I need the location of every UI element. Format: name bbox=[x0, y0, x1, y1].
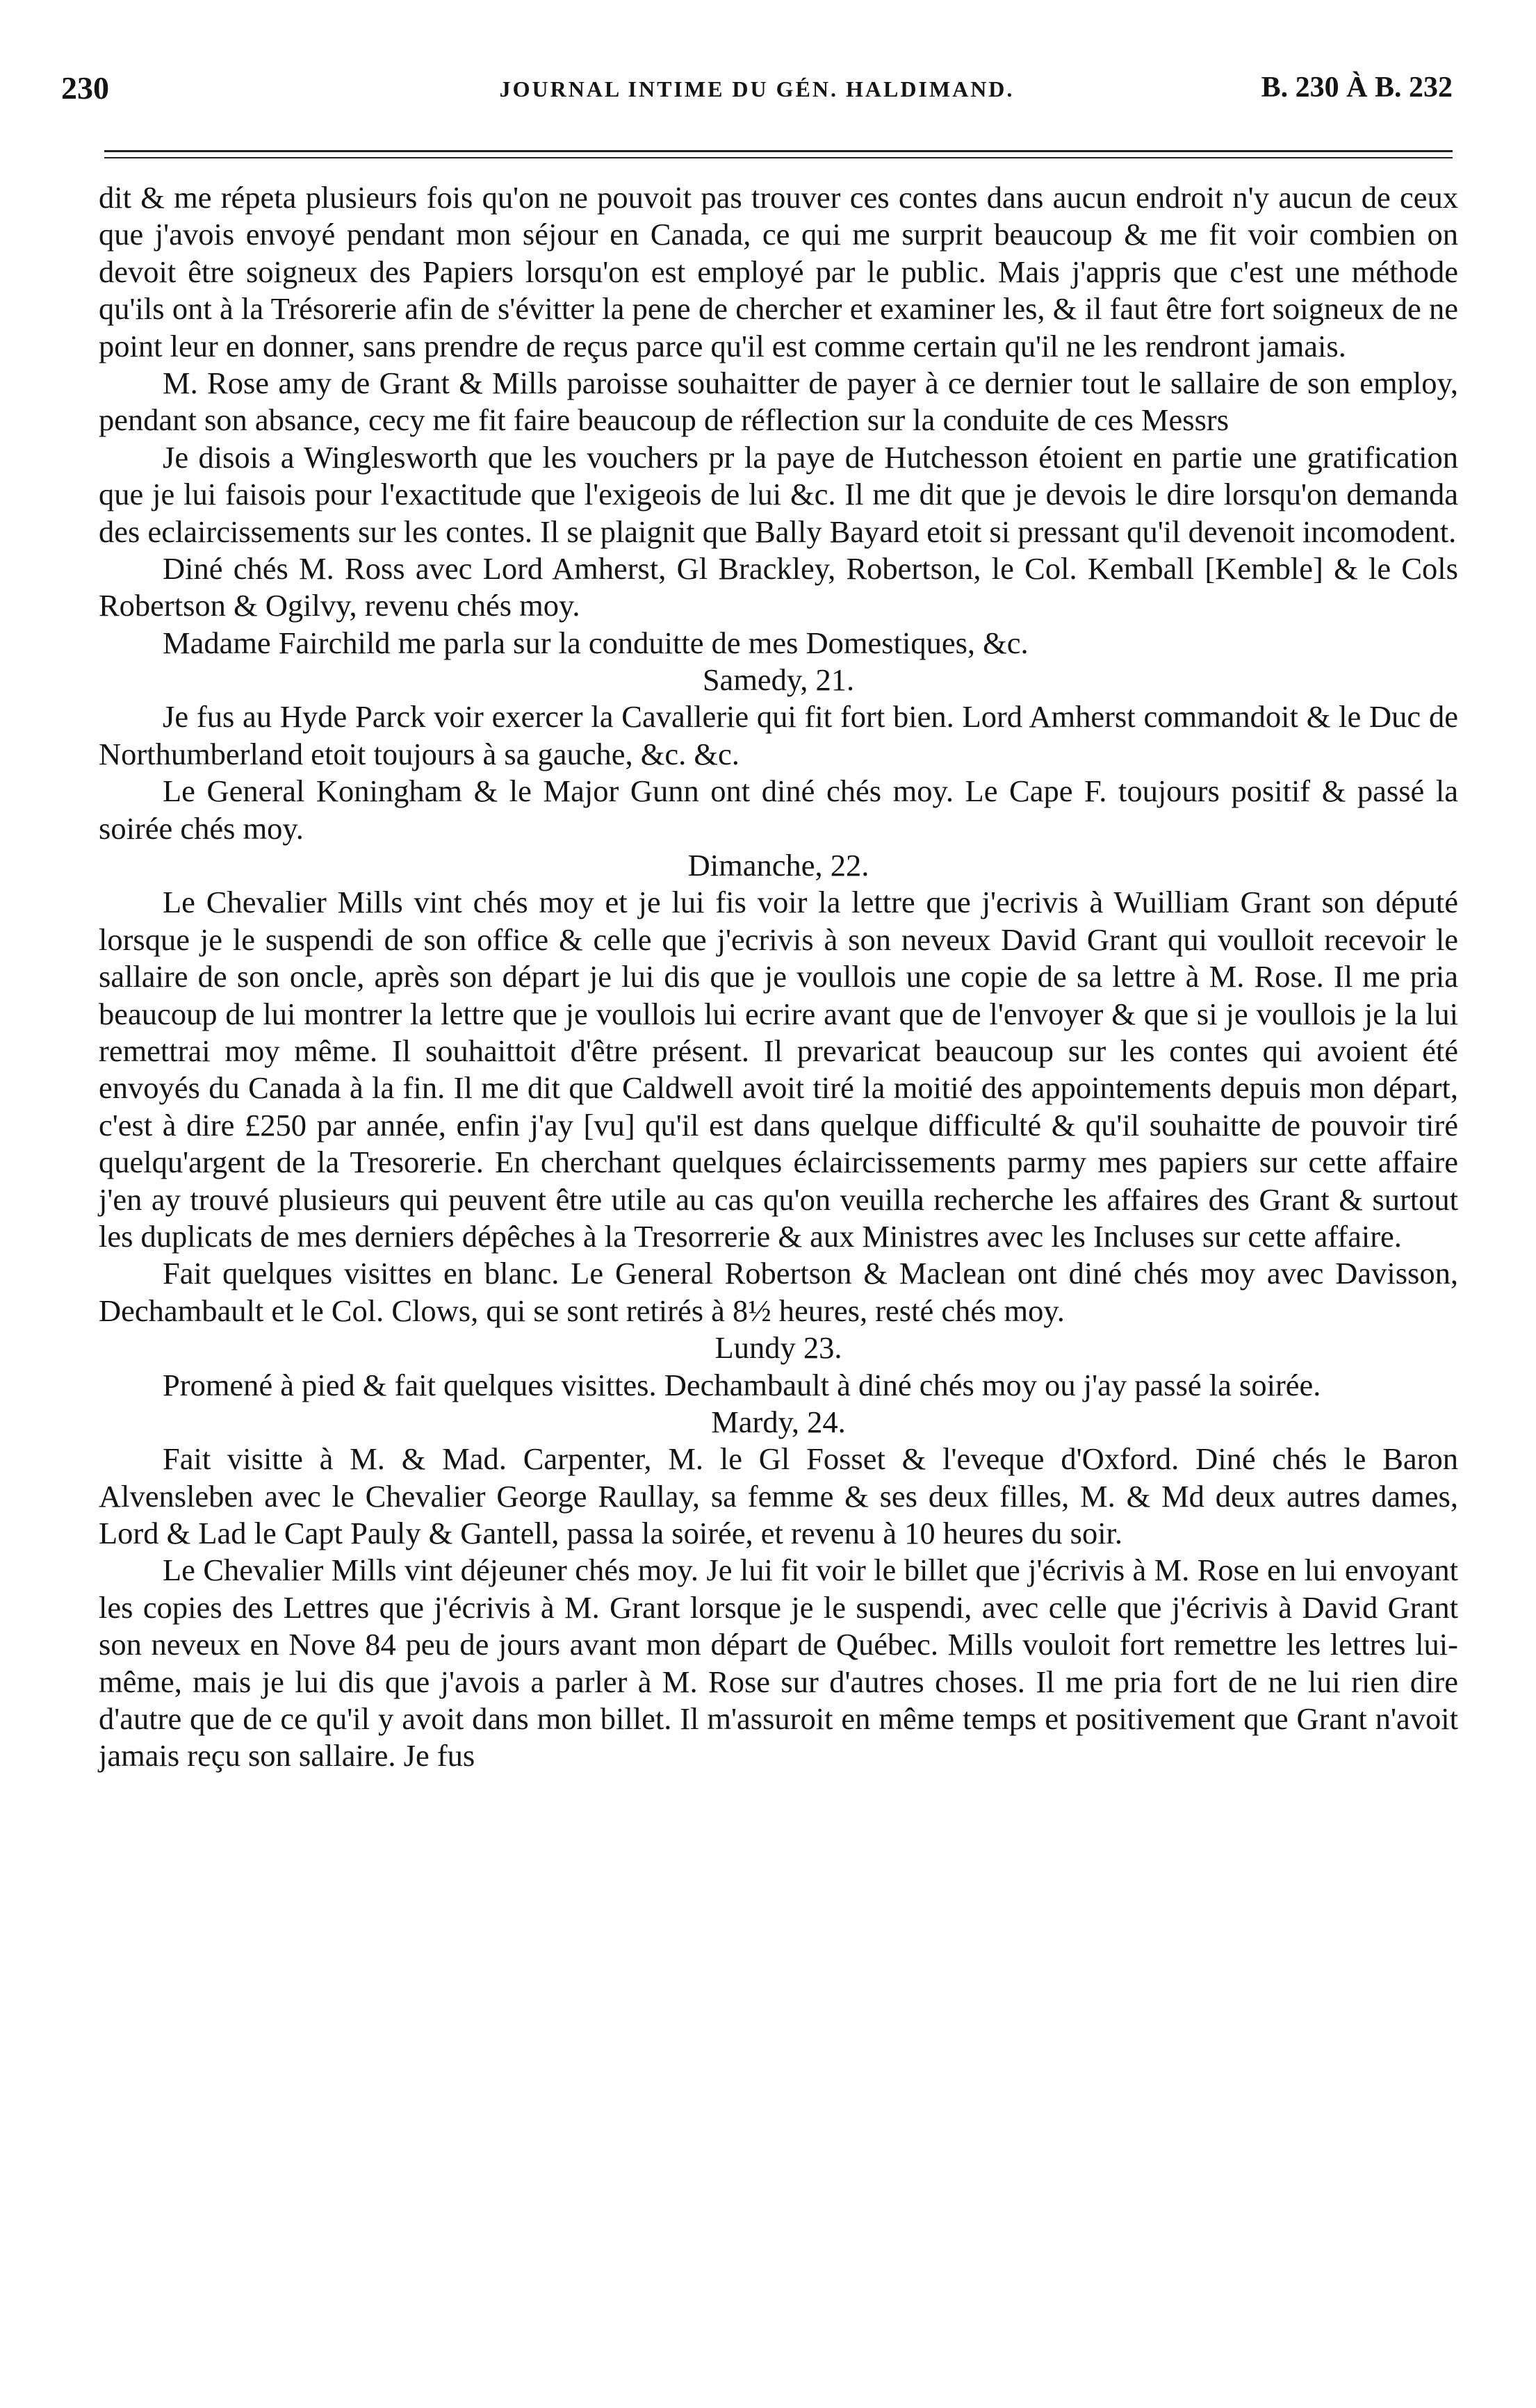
journal-paragraph: Promené à pied & fait quelques visittes. Dechambault à diné chés moy ou j'ay passé la soirée. bbox=[163, 1367, 1321, 1402]
journal-paragraph: M. Rose amy de Grant & Mills paroisse souhaitter de payer à ce dernier tout le sallaire de son employ, pendant son absance, cecy me fit faire beaucoup de réflection sur la conduite de ces Messrs bbox=[99, 365, 1458, 438]
header-rule bbox=[104, 150, 1453, 152]
folio-reference: B. 230 À B. 232 bbox=[1261, 72, 1453, 104]
entry-date-heading: Dimanche, 22. bbox=[687, 848, 869, 883]
entry-date-heading: Lundy 23. bbox=[714, 1330, 842, 1366]
running-head bbox=[61, 69, 1453, 118]
running-title: JOURNAL INTIME DU GÉN. HALDIMAND. bbox=[499, 76, 1015, 101]
journal-paragraph: Fait visitte à M. & Mad. Carpenter, M. le Gl Fosset & l'eveque d'Oxford. Diné chés le Baron Alvensleben avec le Chevalier George Raullay, sa femme & ses deux filles, M. & Md deux autres dames, Lord & Lad le Capt Pauly & Gantell, passa la soirée, et revenu à 10 heures du soir. bbox=[99, 1441, 1458, 1551]
journal-body bbox=[99, 179, 1458, 1775]
journal-paragraph: Madame Fairchild me parla sur la conduitte de mes Domestiques, &c. bbox=[163, 625, 1029, 660]
continued-paragraph: dit & me répeta plusieurs fois qu'on ne pouvoit pas trouver ces contes dans aucun endroit n'y aucun de ceux que j'avois envoyé pendant mon séjour en Canada, ce qui me surprit beaucoup & me fit voir combien on devoit être soigneux des Papiers lorsqu'on est employé par le public. Mais j'appris que c'est une méthode qu'ils ont à la Trésorerie afin de s'évitter la pene de chercher et examiner les, & il faut être fort soigneux de ne point leur en donner, sans prendre de reçus parce qu'il est comme certain qu'il ne les rendront jamais. bbox=[99, 180, 1458, 363]
page-number: 230 bbox=[61, 70, 109, 106]
entry-date-heading: Mardy, 24. bbox=[711, 1404, 846, 1439]
journal-paragraph: Je fus au Hyde Parck voir exercer la Cavallerie qui fit fort bien. Lord Amherst commandoit & le Duc de Northumberland etoit toujours à sa gauche, &c. &c. bbox=[99, 699, 1458, 771]
entry-date-heading: Samedy, 21. bbox=[702, 662, 855, 698]
journal-paragraph: Diné chés M. Ross avec Lord Amherst, Gl Brackley, Robertson, le Col. Kemball [Kemble] & le Cols Robertson & Ogilvy, revenu chés moy. bbox=[99, 550, 1458, 623]
journal-paragraph: Le Chevalier Mills vint déjeuner chés moy. Je lui fit voir le billet que j'écrivis à M. Rose en lui envoyant les copies des Lettres que j'écrivis à M. Grant lorsque je le suspendi, avec celle que j'écrivis à David Grant son neveux en Nove 84 peu de jours avant mon départ de Québec. Mills vouloit fort remettre les lettres lui-même, mais je lui dis que j'avois a parler à M. Rose sur d'autres choses. Il me pria fort de ne lui rien dire d'autre que de ce qu'il y avoit dans mon billet. Il m'assuroit en même temps et positivement que Grant n'avoit jamais reçu son sallaire. Je fus bbox=[99, 1553, 1458, 1774]
journal-paragraph: Le Chevalier Mills vint chés moy et je lui fis voir la lettre que j'ecrivis à Wuilliam Grant son député lorsque je le suspendi de son office & celle que j'ecrivis à son neveux David Grant qui voulloit recevoir le sallaire de son oncle, après son départ je lui dis que je voullois une copie de sa lettre à M. Rose. Il me pria beaucoup de lui montrer la lettre que je voullois lui ecrire avant que de l'envoyer & que si je voullois je la lui remettrai moy même. Il souhaittoit d'être présent. Il prevaricat beaucoup sur les contes qui avoient été envoyés du Canada à la fin. Il me dit que Caldwell avoit tiré la moitié des appointements depuis mon départ, c'est à dire £250 par année, enfin j'ay [vu] qu'il est dans quelque difficulté & qu'il souhaitte de pouvoir tiré quelqu'argent de la Tresorerie. En cherchant quelques éclaircissements parmy mes papiers sur cette affaire j'en ay trouvé plusieurs qui peuvent être utile au cas qu'on veuilla recherche les affaires des Grant & surtout les duplicats de mes derniers dépêches à la Tresorrerie & aux Ministres avec les Incluses sur cette affaire. bbox=[99, 885, 1458, 1254]
journal-paragraph: Le General Koningham & le Major Gunn ont diné chés moy. Le Cape F. toujours positif & passé la soirée chés moy. bbox=[99, 773, 1458, 846]
journal-paragraph: Fait quelques visittes en blanc. Le General Robertson & Maclean ont diné chés moy avec Davisson, Dechambault et le Col. Clows, qui se sont retirés à 8½ heures, resté chés moy. bbox=[99, 1256, 1458, 1328]
header-rule-double bbox=[104, 157, 1453, 158]
journal-paragraph: Je disois a Winglesworth que les vouchers pr la paye de Hutchesson étoient en partie une gratification que je lui faisois pour l'exactitude que l'exigeois de lui &c. Il me dit que je devois le dire lorsqu'on demanda des eclaircissements sur les contes. Il se plaignit que Bally Bayard etoit si pressant qu'il devenoit incomodent. bbox=[99, 439, 1458, 549]
